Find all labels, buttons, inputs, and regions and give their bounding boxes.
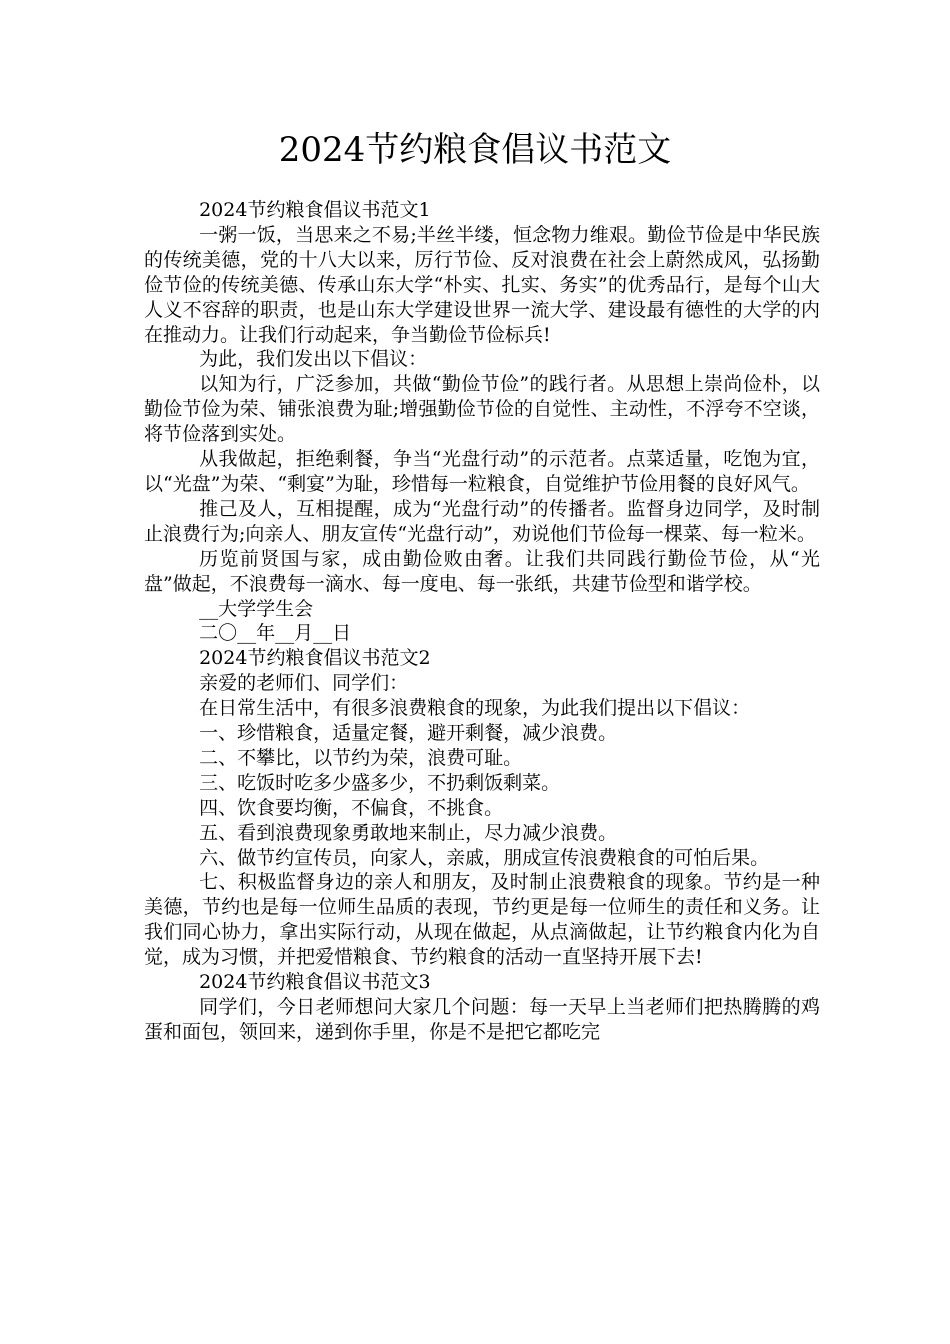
subheading-2: 2024节约粮食倡议书范文2 bbox=[199, 647, 431, 670]
paragraph: 为此，我们发出以下倡议： bbox=[199, 348, 428, 371]
list-item: 三、吃饭时吃多少盛多少，不扔剩饭剩菜。 bbox=[199, 771, 561, 794]
subheading-3: 2024节约粮食倡议书范文3 bbox=[199, 971, 431, 994]
paragraph: 以知为行，广泛参加，共做“勤俭节俭”的践行者。从思想上崇尚俭朴，以勤俭节俭为荣、铺张浪费为耻;增强勤俭节俭的自觉性、主动性，不浮夸不空谈，将节俭落到实处。 bbox=[144, 373, 820, 446]
signature-date: 二〇__年__月__日 bbox=[199, 622, 352, 645]
signature-org: __大学学生会 bbox=[199, 597, 314, 620]
paragraph: 从我做起，拒绝剩餐，争当“光盘行动”的示范者。点菜适量，吃饱为宜，以“光盘”为荣、“剩宴”为耻，珍惜每一粒粮食，自觉维护节俭用餐的良好风气。 bbox=[144, 448, 820, 495]
subheading-1: 2024节约粮食倡议书范文1 bbox=[199, 199, 431, 221]
page-title: 2024节约粮食倡议书范文 bbox=[278, 130, 672, 170]
list-item: 七、积极监督身边的亲人和朋友，及时制止浪费粮食的现象。节约是一种美德，节约也是每一位师生品质的表现，节约更是每一位师生的责任和义务。让我们同心协力，拿出实际行动，从现在做起，从点滴做起，让节约粮食内化为自觉，成为习惯，并把爱惜粮食、节约粮食的活动一直坚持开展下去! bbox=[144, 871, 820, 969]
document-body bbox=[144, 198, 820, 1045]
paragraph: 在日常生活中，有很多浪费粮食的现象，为此我们提出以下倡议： bbox=[199, 697, 751, 720]
list-item: 四、饮食要均衡，不偏食，不挑食。 bbox=[199, 796, 504, 819]
list-item: 一、珍惜粮食，适量定餐，避开剩餐，减少浪费。 bbox=[199, 722, 618, 745]
list-item: 二、不攀比，以节约为荣，浪费可耻。 bbox=[199, 746, 523, 769]
paragraph: 历览前贤国与家，成由勤俭败由奢。让我们共同践行勤俭节俭，从“光盘”做起，不浪费每一滴水、每一度电、每一张纸，共建节俭型和谐学校。 bbox=[144, 547, 820, 595]
list-item: 六、做节约宣传员，向家人，亲戚，朋成宣传浪费粮食的可怕后果。 bbox=[199, 846, 770, 869]
salutation: 亲爱的老师们、同学们： bbox=[199, 672, 409, 695]
paragraph: 同学们，今日老师想问大家几个问题：每一天早上当老师们把热腾腾的鸡蛋和面包，领回来，递到你手里，你是不是把它都吃完 bbox=[144, 996, 820, 1043]
paragraph: 一粥一饭，当思来之不易;半丝半缕，恒念物力维艰。勤俭节俭是中华民族的传统美德，党的十八大以来，厉行节俭、反对浪费在社会上蔚然成风，弘扬勤俭节俭的传统美德、传承山东大学“朴实、扎实、务实”的优秀品行，是每个山大人义不容辞的职责，也是山东大学建设世界一流大学、建设最有德性的大学的内在推动力。让我们行动起来，争当勤俭节俭标兵! bbox=[144, 223, 820, 346]
list-item: 五、看到浪费现象勇敢地来制止，尽力减少浪费。 bbox=[199, 821, 618, 844]
paragraph: 推己及人，互相提醒，成为“光盘行动”的传播者。监督身边同学，及时制止浪费行为;向亲人、朋友宣传“光盘行动”，劝说他们节俭每一棵菜、每一粒米。 bbox=[144, 497, 820, 545]
